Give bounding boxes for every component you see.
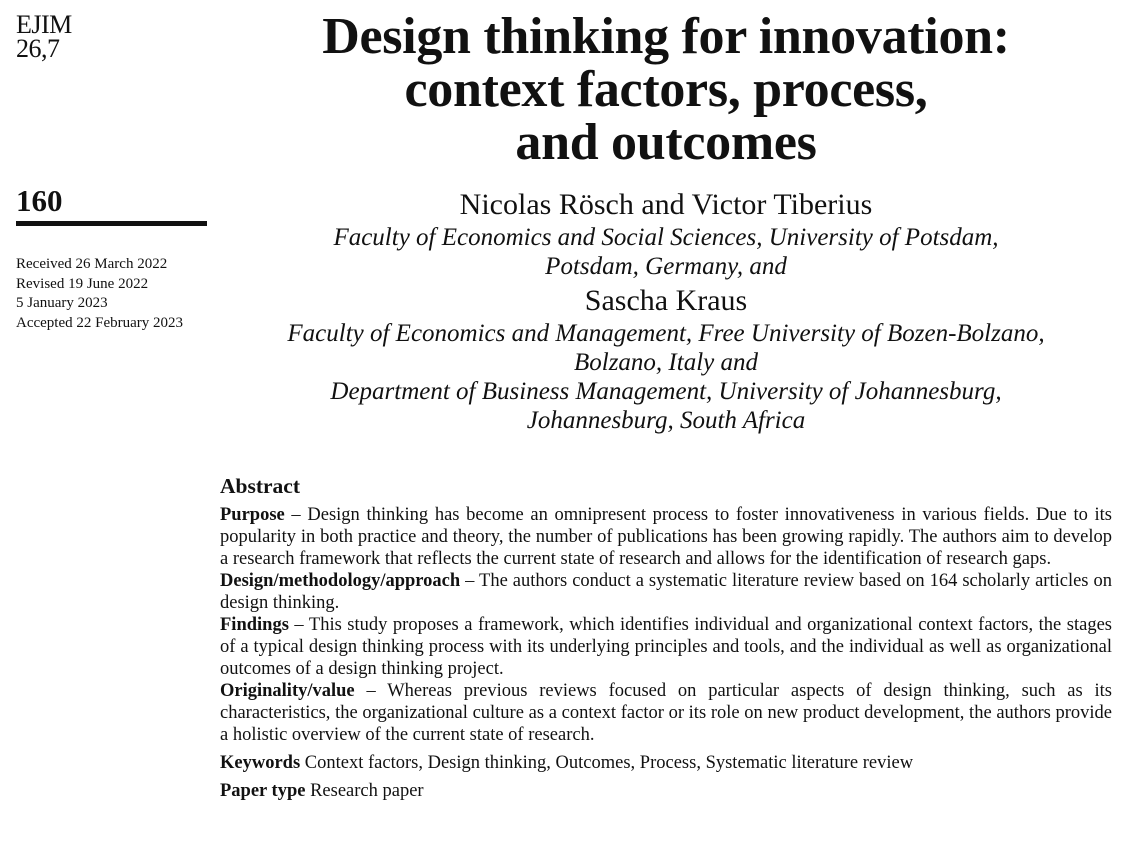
keywords-label: Keywords: [220, 753, 301, 773]
affiliation-line: Faculty of Economics and Management, Free University of Bozen-Bolzano,: [287, 320, 1045, 347]
section-separator: –: [460, 571, 480, 591]
abstract-paper-type: [220, 780, 1112, 802]
journal-name: EJIM: [16, 10, 72, 39]
history-accepted: Accepted 22 February 2023: [16, 314, 184, 331]
affiliation-line: Faculty of Economics and Social Sciences, University of Potsdam,: [333, 224, 999, 251]
author-affiliation: [200, 319, 1132, 435]
history-received: Received 26 March 2022: [16, 256, 168, 272]
author-affiliation: [200, 223, 1132, 281]
keywords-text: Context factors, Design thinking, Outcomes, Process, Systematic literature review: [300, 753, 914, 773]
affiliation-line: Bolzano, Italy and: [573, 349, 758, 376]
title-line: and outcomes: [515, 114, 817, 171]
journal-volume-issue: 26,7: [16, 34, 60, 63]
paper-type-label: Paper type: [220, 781, 306, 801]
section-separator: –: [284, 505, 308, 525]
abstract-purpose: [220, 504, 1112, 570]
author-names: Sascha Kraus: [584, 284, 748, 317]
section-label: Findings: [220, 615, 289, 635]
affiliation-line: Potsdam, Germany, and: [545, 253, 787, 280]
section-text: This study proposes a framework, which identifies individual and organizational context factors, the stages of a typical design thinking process with its underlying principles and tools, and the individual as well as organizational outcomes of a design thinking project.: [220, 615, 1112, 679]
abstract: [220, 471, 1112, 802]
abstract-heading: Abstract: [220, 474, 301, 498]
abstract-keywords: [220, 752, 1112, 774]
history-revised: Revised 19 June 2022: [16, 275, 149, 292]
section-text: Whereas previous reviews focused on particular aspects of design thinking, such as its characteristics, the organizational culture as a context factor or its role on new product development, the authors provide a holistic overview of the current state of research.: [220, 681, 1112, 745]
paper-type-text: Research paper: [305, 781, 424, 801]
paper-title: [200, 10, 1132, 169]
section-label: Originality/value: [220, 681, 355, 701]
section-separator: –: [288, 615, 309, 635]
section-text: The authors conduct a systematic literature review based on 164 scholarly articles on design thinking.: [220, 571, 1112, 613]
section-label: Purpose: [220, 505, 285, 525]
journal-id: [16, 10, 72, 63]
affiliation-line: Johannesburg, South Africa: [526, 407, 806, 434]
affiliation-line: Department of Business Management, University of Johannesburg,: [330, 378, 1002, 405]
article-history: [16, 255, 183, 333]
abstract-design-methodology: [220, 570, 1112, 614]
title-line: context factors, process,: [404, 61, 928, 118]
section-label: Design/methodology/approach: [220, 571, 461, 591]
section-text: Design thinking has become an omnipresent process to foster innovativeness in various fields. Due to its popularity in both practice and theory, the number of publications has been growing rapidly. The authors aim to develop a research framework that reflects the current state of research and allows for the identification of research gaps.: [220, 505, 1112, 569]
abstract-findings: [220, 614, 1112, 680]
title-line: Design thinking for innovation:: [322, 8, 1010, 65]
abstract-originality: [220, 680, 1112, 746]
section-separator: –: [354, 681, 388, 701]
page-number: 160: [16, 183, 63, 218]
history-revised-2: 5 January 2023: [16, 295, 108, 311]
author-names: Nicolas Rösch and Victor Tiberius: [459, 188, 873, 221]
page-number-rule: [16, 221, 207, 226]
